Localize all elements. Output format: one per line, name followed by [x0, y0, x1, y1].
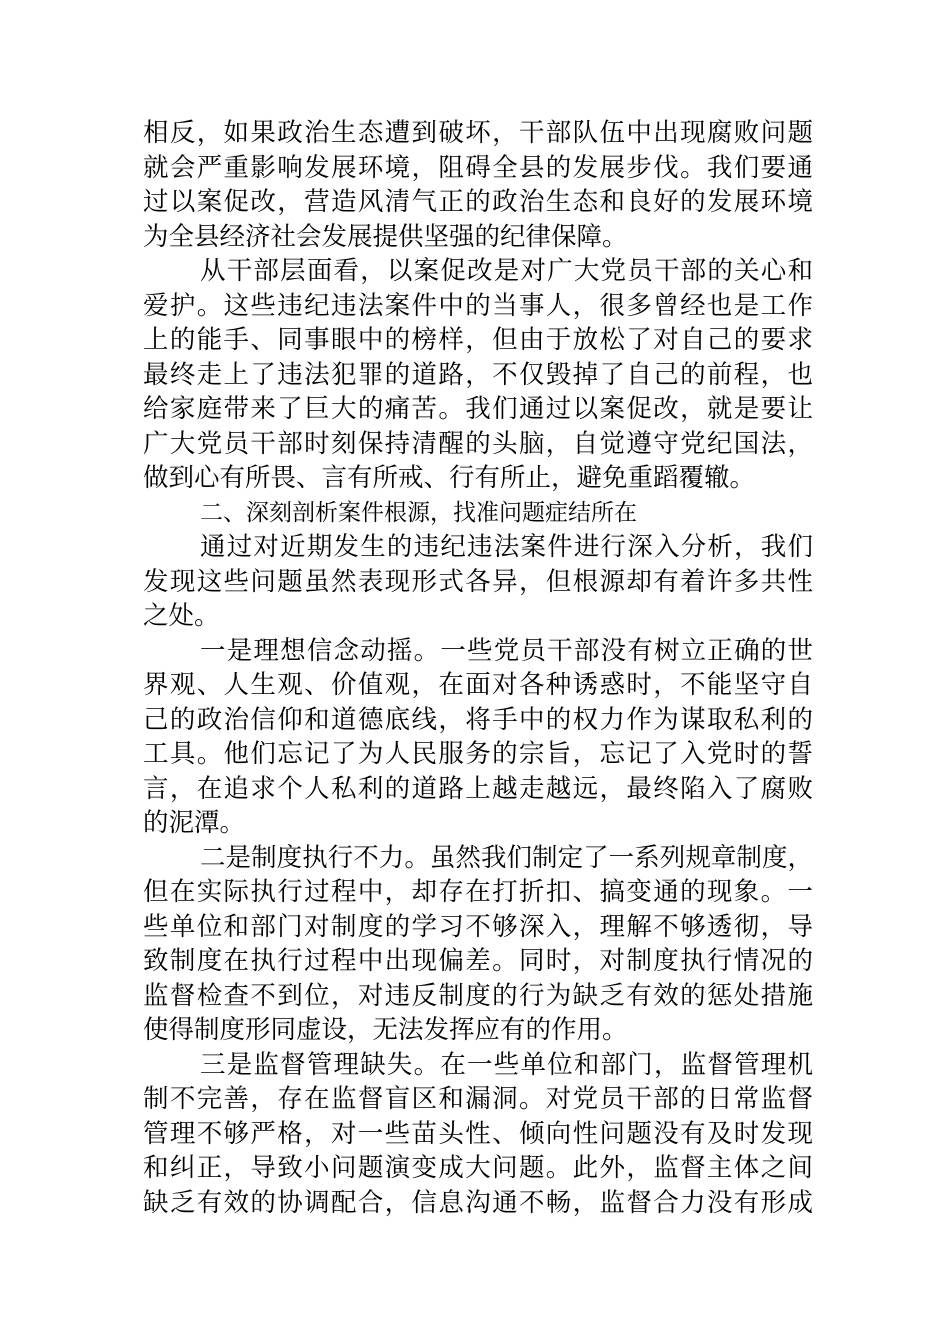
- text-line: 过以案促改，营造风清气正的政治生态和良好的发展环境: [143, 187, 813, 217]
- paragraph-p1: [143, 116, 813, 254]
- text-line: 发现这些问题虽然表现形式各异，但根源却有着许多共性: [143, 566, 813, 597]
- text-line: 界观、人生观、价值观，在面对各种诱惑时，不能坚守自: [143, 670, 813, 700]
- text-line: 己的政治信仰和道德底线，将手中的权力作为谋取私利的: [143, 704, 813, 735]
- text-line: 些单位和部门对制度的学习不够深入，理解不够透彻，导: [143, 911, 813, 942]
- text-line: 就会严重影响发展环境，阻碍全县的发展步伐。我们要通: [143, 152, 813, 183]
- text-line: 为全县经济社会发展提供坚强的纪律保障。: [143, 221, 628, 252]
- text-line: 工具。他们忘记了为人民服务的宗旨，忘记了入党时的誓: [143, 739, 813, 769]
- text-line: 通过对近期发生的违纪违法案件进行深入分析，我们: [200, 532, 813, 562]
- text-line: 相反，如果政治生态遭到破坏，干部队伍中出现腐败问题: [143, 118, 813, 148]
- text-line: 爱护。这些违纪违法案件中的当事人，很多曾经也是工作: [143, 290, 813, 321]
- text-line: 给家庭带来了巨大的痛苦。我们通过以案促改，就是要让: [143, 394, 813, 424]
- paragraph-p3: [143, 530, 813, 634]
- text-line: 的泥潭。: [143, 808, 246, 838]
- text-line: 致制度在执行过程中出现偏差。同时，对制度执行情况的: [143, 946, 813, 976]
- text-line: 三是监督管理缺失。在一些单位和部门，监督管理机: [200, 1049, 813, 1080]
- text-line: 从干部层面看，以案促改是对广大党员干部的关心和: [200, 256, 813, 286]
- text-line: 管理不够严格，对一些苗头性、倾向性问题没有及时发现: [143, 1118, 813, 1149]
- text-line: 一是理想信念动摇。一些党员干部没有树立正确的世: [200, 635, 813, 666]
- text-line: 言，在追求个人私利的道路上越走越远，最终陷入了腐败: [143, 773, 813, 804]
- text-line: 但在实际执行过程中，却存在打折扣、搞变通的现象。一: [143, 877, 813, 907]
- document-body: [143, 116, 813, 1220]
- text-line: 二是制度执行不力。虽然我们制定了一系列规章制度，: [200, 842, 813, 873]
- paragraph-p6: [143, 1048, 813, 1221]
- section-heading: [143, 496, 813, 531]
- text-line: 监督检查不到位，对违反制度的行为缺乏有效的惩处措施: [143, 980, 813, 1011]
- text-line: 最终走上了违法犯罪的道路，不仅毁掉了自己的前程，也: [143, 359, 813, 390]
- text-line: 和纠正，导致小问题演变成大问题。此外，监督主体之间: [143, 1153, 813, 1183]
- paragraph-p5: [143, 841, 813, 1048]
- paragraph-p2: [143, 254, 813, 496]
- paragraph-p4: [143, 634, 813, 841]
- text-line: 做到心有所畏、言有所戒、行有所止，避免重蹈覆辙。: [143, 463, 756, 493]
- heading-text: 二、深刻剖析案件根源，找准问题症结所在: [200, 499, 637, 526]
- text-line: 制不完善，存在监督盲区和漏洞。对党员干部的日常监督: [143, 1084, 813, 1114]
- text-line: 之处。: [143, 601, 220, 631]
- text-line: 使得制度形同虚设，无法发挥应有的作用。: [143, 1015, 628, 1045]
- text-line: 缺乏有效的协调配合，信息沟通不畅，监督合力没有形成: [143, 1187, 813, 1218]
- text-line: 广大党员干部时刻保持清醒的头脑，自觉遵守党纪国法，: [143, 428, 813, 459]
- text-line: 上的能手、同事眼中的榜样，但由于放松了对自己的要求: [143, 325, 813, 355]
